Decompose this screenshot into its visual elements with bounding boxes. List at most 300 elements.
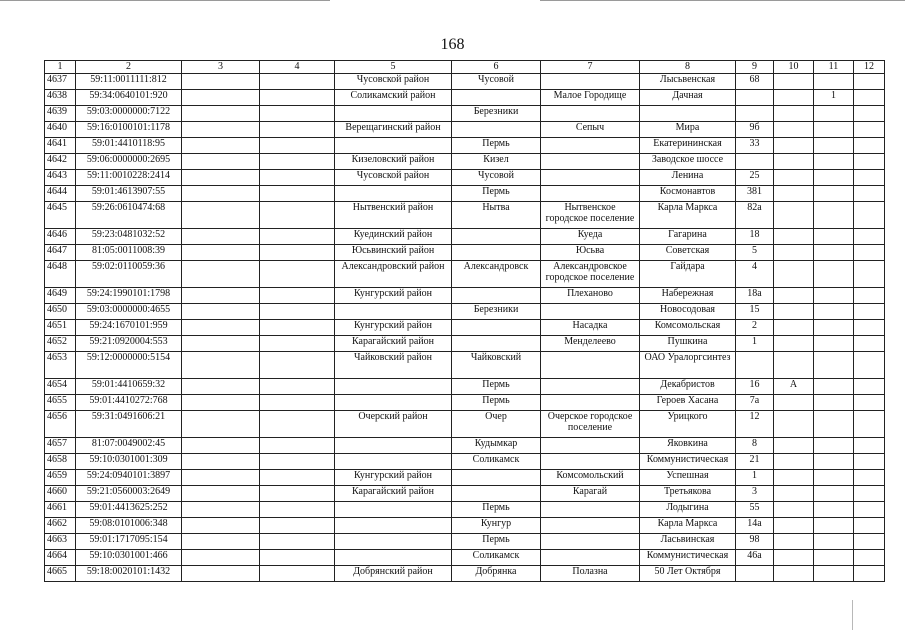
table-row	[45, 438, 885, 454]
table-cell	[452, 229, 541, 245]
table-cell: 59:23:0481032:52	[76, 229, 182, 245]
table-cell	[452, 288, 541, 304]
table-cell	[260, 411, 335, 438]
table-cell	[260, 154, 335, 170]
table-row	[45, 502, 885, 518]
table-row	[45, 288, 885, 304]
table-cell	[814, 502, 854, 518]
table-cell: 59:01:4410272:768	[76, 395, 182, 411]
table-cell	[260, 534, 335, 550]
table-cell	[541, 304, 640, 320]
table-cell: 46а	[736, 550, 774, 566]
table-cell: Соликамск	[452, 550, 541, 566]
table-cell: Дачная	[640, 90, 736, 106]
table-cell	[182, 502, 260, 518]
table-cell: 4659	[45, 470, 76, 486]
column-header: 5	[335, 61, 452, 74]
table-cell	[541, 106, 640, 122]
table-cell	[335, 438, 452, 454]
table-cell	[260, 106, 335, 122]
table-cell	[182, 470, 260, 486]
table-cell	[774, 106, 814, 122]
table-cell: 59:06:0000000:2695	[76, 154, 182, 170]
table-cell: Чусовской район	[335, 74, 452, 90]
table-cell	[774, 202, 814, 229]
table-cell: 59:31:0491606:21	[76, 411, 182, 438]
table-cell	[182, 106, 260, 122]
table-cell	[814, 106, 854, 122]
table-cell	[260, 74, 335, 90]
table-cell: Кудымкар	[452, 438, 541, 454]
table-cell	[541, 502, 640, 518]
table-cell	[260, 170, 335, 186]
column-header: 6	[452, 61, 541, 74]
table-row	[45, 411, 885, 438]
table-cell	[335, 186, 452, 202]
table-cell	[260, 352, 335, 379]
table-cell	[854, 138, 885, 154]
table-cell: 4647	[45, 245, 76, 261]
table-cell: Очерское городское поселение	[541, 411, 640, 438]
table-cell: Пермь	[452, 186, 541, 202]
table-cell	[774, 304, 814, 320]
table-cell: 4656	[45, 411, 76, 438]
table-cell	[854, 395, 885, 411]
table-cell: Лодыгина	[640, 502, 736, 518]
table-cell	[814, 304, 854, 320]
table-cell	[260, 288, 335, 304]
table-cell	[814, 336, 854, 352]
table-cell: Березники	[452, 304, 541, 320]
table-cell: Кунгурский район	[335, 288, 452, 304]
table-cell	[814, 486, 854, 502]
table-cell: Полазна	[541, 566, 640, 582]
table-cell: 4644	[45, 186, 76, 202]
table-cell	[541, 186, 640, 202]
table-cell: 4	[736, 261, 774, 288]
table-cell	[774, 550, 814, 566]
table-row	[45, 261, 885, 288]
table-cell: 381	[736, 186, 774, 202]
table-cell: 59:10:0301001:309	[76, 454, 182, 470]
table-cell	[335, 502, 452, 518]
table-cell: 59:03:0000000:4655	[76, 304, 182, 320]
table-cell	[335, 534, 452, 550]
table-cell	[182, 245, 260, 261]
table-cell	[335, 454, 452, 470]
header-row	[45, 61, 885, 74]
table-cell: Ласьвинская	[640, 534, 736, 550]
table-cell: 7а	[736, 395, 774, 411]
table-cell	[774, 245, 814, 261]
table-cell: Мира	[640, 122, 736, 138]
table-cell	[814, 202, 854, 229]
table-cell	[854, 154, 885, 170]
table-cell	[260, 438, 335, 454]
table-cell: Очер	[452, 411, 541, 438]
table-cell	[182, 138, 260, 154]
table-row	[45, 122, 885, 138]
table-cell: Пушкина	[640, 336, 736, 352]
table-cell: 4654	[45, 379, 76, 395]
table-cell	[854, 229, 885, 245]
table-cell	[814, 154, 854, 170]
table-row	[45, 186, 885, 202]
table-cell: Нытвенский район	[335, 202, 452, 229]
table-cell	[182, 395, 260, 411]
table-cell	[260, 261, 335, 288]
table-cell	[774, 122, 814, 138]
table-cell: Екатерининская	[640, 138, 736, 154]
table-cell	[854, 186, 885, 202]
table-cell: Набережная	[640, 288, 736, 304]
table-cell: 4651	[45, 320, 76, 336]
table-cell	[541, 550, 640, 566]
table-cell	[452, 486, 541, 502]
table-cell: Карла Маркса	[640, 202, 736, 229]
table-cell: Кунгурский район	[335, 470, 452, 486]
table-cell: 4649	[45, 288, 76, 304]
table-cell	[854, 304, 885, 320]
table-cell	[182, 122, 260, 138]
table-cell	[541, 395, 640, 411]
table-cell: 18	[736, 229, 774, 245]
table-row	[45, 202, 885, 229]
table-cell: Успешная	[640, 470, 736, 486]
registry-table	[44, 60, 885, 582]
table-cell	[774, 336, 814, 352]
table-row	[45, 336, 885, 352]
table-cell: Чайковский район	[335, 352, 452, 379]
table-cell: 4650	[45, 304, 76, 320]
table-cell	[774, 454, 814, 470]
table-cell: 2	[736, 320, 774, 336]
table-cell: Александровское городское поселение	[541, 261, 640, 288]
table-cell: Гайдара	[640, 261, 736, 288]
table-cell: А	[774, 379, 814, 395]
table-cell	[260, 304, 335, 320]
table-cell: Куеда	[541, 229, 640, 245]
table-cell	[774, 320, 814, 336]
table-cell: 59:11:0011111:812	[76, 74, 182, 90]
table-row	[45, 550, 885, 566]
table-cell: Ленина	[640, 170, 736, 186]
table-cell: Плеханово	[541, 288, 640, 304]
table-cell	[541, 74, 640, 90]
table-cell	[541, 379, 640, 395]
table-cell: Кунгурский район	[335, 320, 452, 336]
table-row	[45, 245, 885, 261]
table-cell	[260, 502, 335, 518]
table-cell: 82а	[736, 202, 774, 229]
table-cell: Очерский район	[335, 411, 452, 438]
table-cell: Коммунистическая	[640, 454, 736, 470]
table-cell	[335, 550, 452, 566]
table-cell	[854, 550, 885, 566]
table-row	[45, 470, 885, 486]
table-cell: 1	[814, 90, 854, 106]
table-cell	[814, 122, 854, 138]
table-row	[45, 74, 885, 90]
table-cell	[854, 320, 885, 336]
table-cell	[182, 336, 260, 352]
table-cell: 59:10:0301001:466	[76, 550, 182, 566]
table-row	[45, 304, 885, 320]
table-cell: 4661	[45, 502, 76, 518]
table-row	[45, 534, 885, 550]
table-cell: 59:11:0010228:2414	[76, 170, 182, 186]
table-cell: Заводское шоссе	[640, 154, 736, 170]
table-cell	[774, 502, 814, 518]
column-header: 12	[854, 61, 885, 74]
table-cell	[182, 550, 260, 566]
table-cell	[182, 486, 260, 502]
table-cell	[854, 352, 885, 379]
table-cell: Чусовой	[452, 170, 541, 186]
table-cell: Космонавтов	[640, 186, 736, 202]
column-header: 9	[736, 61, 774, 74]
table-cell	[335, 106, 452, 122]
table-cell	[182, 74, 260, 90]
table-cell: Александровский район	[335, 261, 452, 288]
table-cell	[854, 245, 885, 261]
table-cell	[541, 534, 640, 550]
table-cell	[541, 438, 640, 454]
table-cell	[814, 261, 854, 288]
table-cell: ОАО Уралоргсинтез	[640, 352, 736, 379]
table-cell	[774, 229, 814, 245]
table-cell	[774, 352, 814, 379]
table-cell: 59:24:1990101:1798	[76, 288, 182, 304]
table-cell: Малое Городище	[541, 90, 640, 106]
table-cell	[640, 106, 736, 122]
table-cell	[736, 90, 774, 106]
table-cell	[814, 245, 854, 261]
table-cell	[854, 74, 885, 90]
table-cell: Лысьвенская	[640, 74, 736, 90]
table-cell: 14а	[736, 518, 774, 534]
table-row	[45, 518, 885, 534]
table-cell	[541, 352, 640, 379]
table-row	[45, 454, 885, 470]
table-row	[45, 566, 885, 582]
table-cell	[452, 90, 541, 106]
table-cell	[736, 106, 774, 122]
table-cell: 68	[736, 74, 774, 90]
table-cell	[814, 320, 854, 336]
table-cell: 59:03:0000000:7122	[76, 106, 182, 122]
table-cell: Пермь	[452, 395, 541, 411]
column-header: 7	[541, 61, 640, 74]
table-cell: Гагарина	[640, 229, 736, 245]
table-cell	[260, 518, 335, 534]
scan-mark	[852, 600, 853, 630]
table-cell	[854, 106, 885, 122]
table-cell	[736, 154, 774, 170]
table-cell	[260, 202, 335, 229]
table-cell: 4638	[45, 90, 76, 106]
table-cell	[774, 186, 814, 202]
table-cell	[182, 90, 260, 106]
table-cell	[854, 90, 885, 106]
table-cell: 1	[736, 470, 774, 486]
table-cell: Новосодовая	[640, 304, 736, 320]
table-row	[45, 154, 885, 170]
table-cell: 59:12:0000000:5154	[76, 352, 182, 379]
column-header: 2	[76, 61, 182, 74]
table-row	[45, 352, 885, 379]
table-cell: 59:16:0100101:1178	[76, 122, 182, 138]
table-cell: 59:21:0920004:553	[76, 336, 182, 352]
table-cell: 4639	[45, 106, 76, 122]
table-cell	[854, 454, 885, 470]
table-cell	[854, 411, 885, 438]
table-cell: 59:01:1717095:154	[76, 534, 182, 550]
table-cell	[182, 288, 260, 304]
table-cell: 4658	[45, 454, 76, 470]
table-row	[45, 170, 885, 186]
table-cell: 59:02:0110059:36	[76, 261, 182, 288]
table-cell	[182, 454, 260, 470]
table-cell	[182, 566, 260, 582]
table-cell: 4637	[45, 74, 76, 90]
table-cell: Третьякова	[640, 486, 736, 502]
table-row	[45, 379, 885, 395]
table-cell	[774, 74, 814, 90]
table-cell	[260, 379, 335, 395]
table-cell	[335, 379, 452, 395]
table-cell	[260, 229, 335, 245]
table-cell: Пермь	[452, 379, 541, 395]
table-cell: 9б	[736, 122, 774, 138]
column-header: 10	[774, 61, 814, 74]
table-cell: Насадка	[541, 320, 640, 336]
table-cell: 4641	[45, 138, 76, 154]
table-cell: 59:08:0101006:348	[76, 518, 182, 534]
table-cell	[854, 566, 885, 582]
table-cell	[854, 470, 885, 486]
table-cell: 59:24:0940101:3897	[76, 470, 182, 486]
table-cell: 4663	[45, 534, 76, 550]
table-row	[45, 106, 885, 122]
table-cell: 59:01:4613907:55	[76, 186, 182, 202]
table-cell	[854, 534, 885, 550]
table-cell: Сепыч	[541, 122, 640, 138]
table-cell: Карагай	[541, 486, 640, 502]
table-cell: Александровск	[452, 261, 541, 288]
table-cell	[182, 186, 260, 202]
table-cell: 4652	[45, 336, 76, 352]
table-cell: Пермь	[452, 534, 541, 550]
table-cell: 4664	[45, 550, 76, 566]
table-cell	[260, 186, 335, 202]
table-cell	[854, 379, 885, 395]
table-cell	[182, 261, 260, 288]
table-cell	[541, 170, 640, 186]
table-cell: Чусовской район	[335, 170, 452, 186]
table-cell: Урицкого	[640, 411, 736, 438]
table-cell	[182, 320, 260, 336]
table-cell	[541, 154, 640, 170]
table-cell	[774, 566, 814, 582]
table-cell: Чусовой	[452, 74, 541, 90]
table-cell: Добрянка	[452, 566, 541, 582]
table-cell: 59:34:0640101:920	[76, 90, 182, 106]
column-header: 11	[814, 61, 854, 74]
table-cell: Соликамский район	[335, 90, 452, 106]
table-cell: Карагайский район	[335, 486, 452, 502]
table-cell	[774, 534, 814, 550]
table-cell	[452, 470, 541, 486]
table-cell: Нытвенское городское поселение	[541, 202, 640, 229]
table-cell	[854, 261, 885, 288]
table-cell	[452, 245, 541, 261]
table-cell	[260, 122, 335, 138]
table-cell: 21	[736, 454, 774, 470]
table-cell: 59:18:0020101:1432	[76, 566, 182, 582]
table-cell: Комсомольская	[640, 320, 736, 336]
table-cell: Комсомольский	[541, 470, 640, 486]
table-cell: Кизеловский район	[335, 154, 452, 170]
table-cell	[854, 202, 885, 229]
table-cell	[260, 395, 335, 411]
table-cell: 33	[736, 138, 774, 154]
table-cell: 59:21:0560003:2649	[76, 486, 182, 502]
table-cell	[854, 518, 885, 534]
table-cell: Верещагинский район	[335, 122, 452, 138]
table-cell: 81:07:0049002:45	[76, 438, 182, 454]
table-cell	[854, 486, 885, 502]
table-cell	[814, 411, 854, 438]
table-cell	[854, 502, 885, 518]
table-cell: Добрянский район	[335, 566, 452, 582]
table-cell: 59:26:0610474:68	[76, 202, 182, 229]
table-cell	[182, 229, 260, 245]
table-cell	[774, 470, 814, 486]
table-cell	[814, 288, 854, 304]
table-cell	[814, 170, 854, 186]
table-row	[45, 229, 885, 245]
table-cell	[854, 122, 885, 138]
table-cell	[335, 518, 452, 534]
table-cell: 5	[736, 245, 774, 261]
table-body	[45, 74, 885, 582]
table-cell	[260, 336, 335, 352]
table-cell	[814, 138, 854, 154]
table-cell: 4660	[45, 486, 76, 502]
table-cell	[774, 395, 814, 411]
table-cell: 4643	[45, 170, 76, 186]
table-header	[45, 61, 885, 74]
table-cell: 1	[736, 336, 774, 352]
table-cell	[182, 170, 260, 186]
table-cell: Нытва	[452, 202, 541, 229]
table-cell	[182, 352, 260, 379]
table-cell	[182, 438, 260, 454]
table-cell: 16	[736, 379, 774, 395]
table-cell: 15	[736, 304, 774, 320]
table-cell	[182, 202, 260, 229]
table-cell: 81:05:0011008:39	[76, 245, 182, 261]
table-cell	[814, 438, 854, 454]
table-cell	[814, 74, 854, 90]
table-cell: Карла Маркса	[640, 518, 736, 534]
table-row	[45, 320, 885, 336]
table-cell: Карагайский район	[335, 336, 452, 352]
table-cell	[182, 304, 260, 320]
table-cell	[814, 352, 854, 379]
table-cell	[774, 288, 814, 304]
